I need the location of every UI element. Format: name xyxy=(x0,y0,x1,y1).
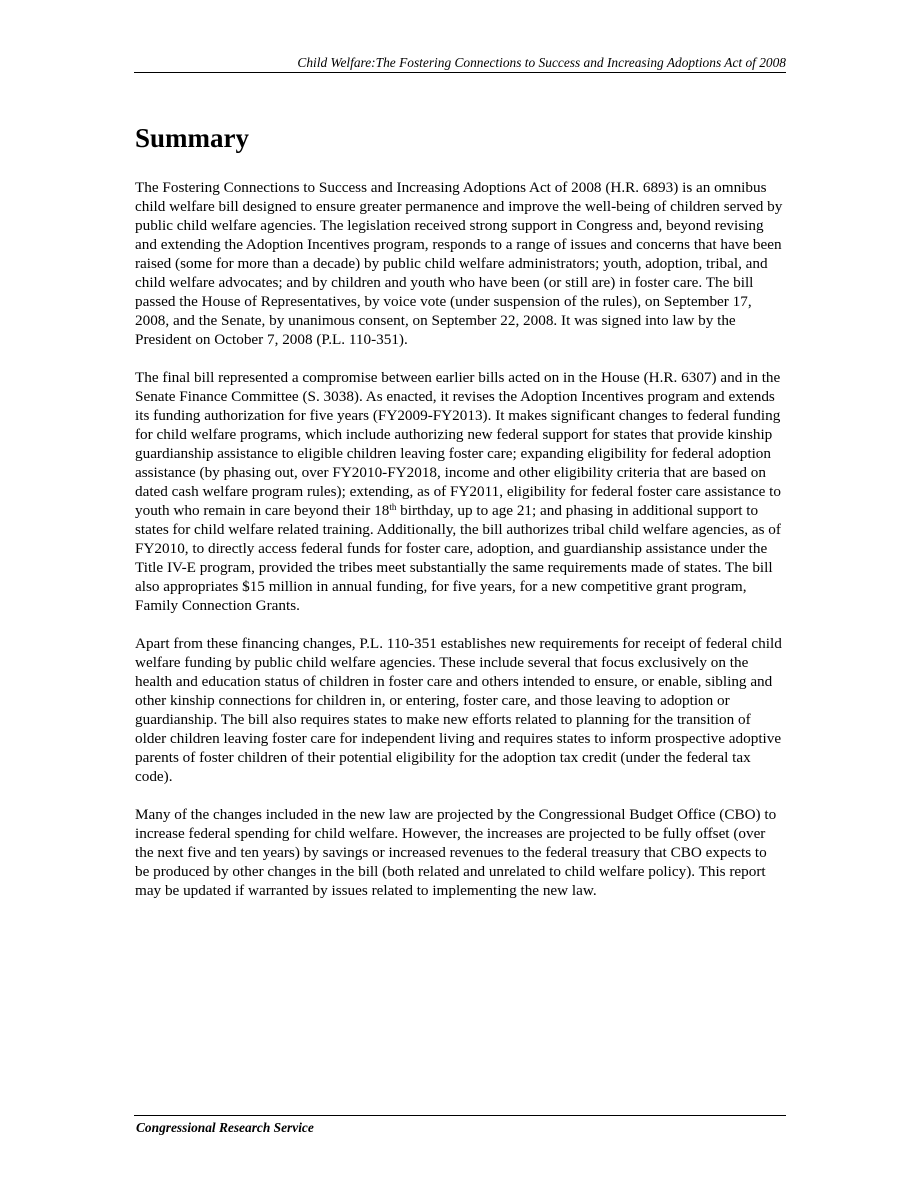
footer-organization: Congressional Research Service xyxy=(136,1120,314,1135)
paragraph-2-text-before-superscript: The final bill represented a compromise between earlier bills acted on in the House (H.R. 6307) and in the Senate Finance Committee (S. 3038). As enacted, it revises the Adoption Incentives program and extends its funding authorization for five years (FY2009-FY2013). It makes significant changes to federal funding for child welfare programs, which include authorizing new federal support for states that provide kinship guardianship assistance to eligible children leaving foster care; expanding eligibility for federal adoption assistance (by phasing out, over FY2010-FY2018, income and other eligibility criteria that are based on dated cash welfare program rules); extending, as of FY2011, eligibility for federal foster care assistance to youth who remain in care beyond their 18 xyxy=(135,369,781,519)
summary-paragraph-4: Many of the changes included in the new law are projected by the Congressional Budget Office (CBO) to increase federal spending for child welfare. However, the increases are projected to be fully offset (over the next five and ten years) by savings or increased revenues to the federal treasury that CBO expects to be produced by other changes in the bill (both related and unrelated to child welfare policy). This report may be updated if warranted by issues related to implementing the new law. xyxy=(135,806,777,899)
page-title: Summary xyxy=(135,123,249,153)
footer-divider xyxy=(134,1115,786,1116)
header-divider xyxy=(134,72,786,73)
summary-paragraph-3: Apart from these financing changes, P.L. 110-351 establishes new requirements for receipt of federal child welfare funding by public child welfare agencies. These include several that focus exclusively on the health and education status of children in foster care and others intended to ensure, or enable, sibling and other kinship connections for children in, or entering, foster care, and those leaving to adoption or guardianship. The bill also requires states to make new efforts related to planning for the transition of older children leaving foster care for independent living and requires states to inform prospective adoptive parents of foster children of their potential eligibility for the adoption tax credit (under the federal tax code). xyxy=(135,635,782,785)
paragraph-2-text-after-superscript: birthday, up to age 21; and phasing in additional support to states for child welfare related training. Additionally, the bill authorizes tribal child welfare agencies, as of FY2010, to directly access federal funds for foster care, adoption, and guardianship assistance under the Title IV-E program, provided the tribes meet substantially the same requirements made of states. The bill also appropriates $15 million in annual funding, for five years, for a new competitive grant program, Family Connection Grants. xyxy=(135,502,781,614)
running-header: Child Welfare:The Fostering Connections to Success and Increasing Adoptions Act of 2008 xyxy=(297,55,786,70)
summary-paragraph-1: The Fostering Connections to Success and Increasing Adoptions Act of 2008 (H.R. 6893) is an omnibus child welfare bill designed to ensure greater permanence and improve the well-being of children served by public child welfare agencies. The legislation received strong support in Congress and, beyond revising and extending the Adoption Incentives program, responds to a range of issues and concerns that have been raised (some for more than a decade) by public child welfare administrators; youth, adoption, tribal, and child welfare advocates; and by children and youth who have been (or still are) in foster care. The bill passed the House of Representatives, by voice vote (under suspension of the rules), on September 17, 2008, and the Senate, by unanimous consent, on September 22, 2008. It was signed into law by the President on October 7, 2008 (P.L. 110-351). xyxy=(135,179,783,348)
summary-paragraph-2 xyxy=(135,368,783,615)
ordinal-superscript: th xyxy=(389,502,397,512)
summary-body xyxy=(135,178,783,919)
